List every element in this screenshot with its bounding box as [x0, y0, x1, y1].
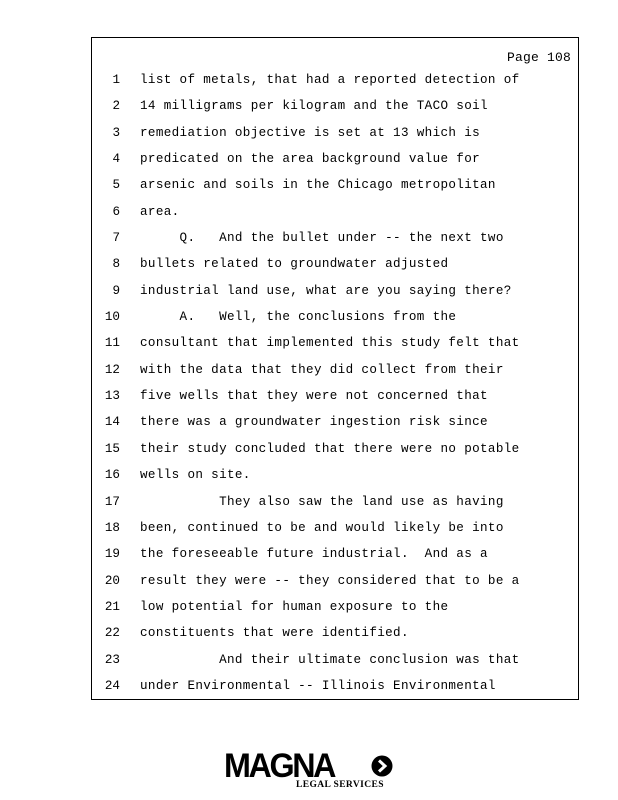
line-text: consultant that implemented this study felt that	[140, 336, 520, 351]
line-text: under Environmental -- Illinois Environmental	[140, 678, 496, 693]
logo-subtitle: LEGAL SERVICES	[296, 780, 384, 790]
line-number: 14	[104, 415, 120, 430]
line-number: 10	[104, 310, 120, 325]
line-text: been, continued to be and would likely be into	[140, 520, 504, 535]
line-text: They also saw the land use as having	[140, 494, 504, 509]
line-number: 16	[104, 468, 120, 483]
line-text: there was a groundwater ingestion risk since	[140, 415, 488, 430]
transcript-line	[92, 650, 578, 676]
line-text: their study concluded that there were no potable	[140, 441, 520, 456]
transcript-line	[92, 465, 578, 491]
line-text: A. Well, the conclusions from the	[140, 310, 457, 325]
transcript-line	[92, 202, 578, 228]
transcript-line	[92, 597, 578, 623]
line-text: predicated on the area background value for	[140, 152, 481, 167]
transcript-page	[91, 37, 579, 700]
logo-wordmark: MAGNA	[224, 747, 335, 785]
line-text: remediation objective is set at 13 which is	[140, 125, 481, 140]
line-text: wells on site.	[140, 468, 251, 483]
line-text: area.	[140, 204, 180, 219]
line-number: 21	[104, 599, 120, 614]
transcript-line	[92, 228, 578, 254]
chevron-circle-icon	[371, 755, 393, 777]
line-number: 2	[112, 99, 120, 114]
line-text: constituents that were identified.	[140, 626, 409, 641]
transcript-line	[92, 492, 578, 518]
line-number: 11	[104, 336, 120, 351]
line-text: result they were -- they considered that to be a	[140, 573, 520, 588]
transcript-line	[92, 676, 578, 702]
transcript-line	[92, 70, 578, 96]
line-number: 22	[104, 626, 120, 641]
line-text: And their ultimate conclusion was that	[140, 652, 520, 667]
transcript-line	[92, 96, 578, 122]
magna-logo	[224, 748, 396, 792]
transcript-line	[92, 386, 578, 412]
transcript-line	[92, 254, 578, 280]
line-number: 17	[104, 494, 120, 509]
transcript-line	[92, 544, 578, 570]
line-number: 23	[104, 652, 120, 667]
line-text: five wells that they were not concerned that	[140, 389, 488, 404]
line-text: arsenic and soils in the Chicago metropolitan	[140, 178, 496, 193]
line-number: 15	[104, 441, 120, 456]
transcript-line	[92, 360, 578, 386]
line-text: Q. And the bullet under -- the next two	[140, 231, 504, 246]
line-number: 18	[104, 520, 120, 535]
line-text: low potential for human exposure to the	[140, 599, 449, 614]
line-text: bullets related to groundwater adjusted	[140, 257, 449, 272]
line-number: 19	[104, 547, 120, 562]
transcript-line	[92, 307, 578, 333]
line-number: 8	[112, 257, 120, 272]
transcript-line	[92, 123, 578, 149]
line-text: the foreseeable future industrial. And as a	[140, 547, 488, 562]
line-number: 9	[112, 283, 120, 298]
transcript-line	[92, 439, 578, 465]
transcript-lines	[92, 70, 578, 702]
line-text: 14 milligrams per kilogram and the TACO soil	[140, 99, 488, 114]
transcript-line	[92, 623, 578, 649]
transcript-line	[92, 412, 578, 438]
transcript-line	[92, 281, 578, 307]
line-number: 6	[112, 204, 120, 219]
line-text: with the data that they did collect from their	[140, 362, 504, 377]
line-text: industrial land use, what are you saying there?	[140, 283, 512, 298]
transcript-line	[92, 149, 578, 175]
page-number: Page 108	[506, 50, 571, 65]
line-number: 20	[104, 573, 120, 588]
line-number: 1	[112, 73, 120, 87]
line-number: 5	[112, 178, 120, 193]
line-number: 4	[112, 152, 120, 167]
line-number: 3	[112, 125, 120, 140]
line-number: 12	[104, 362, 120, 377]
line-number: 7	[112, 231, 120, 246]
transcript-line	[92, 175, 578, 201]
transcript-line	[92, 518, 578, 544]
line-number: 13	[104, 389, 120, 404]
transcript-line	[92, 571, 578, 597]
transcript-line	[92, 333, 578, 359]
line-number: 24	[104, 678, 120, 693]
line-text: list of metals, that had a reported detection of	[140, 73, 520, 87]
